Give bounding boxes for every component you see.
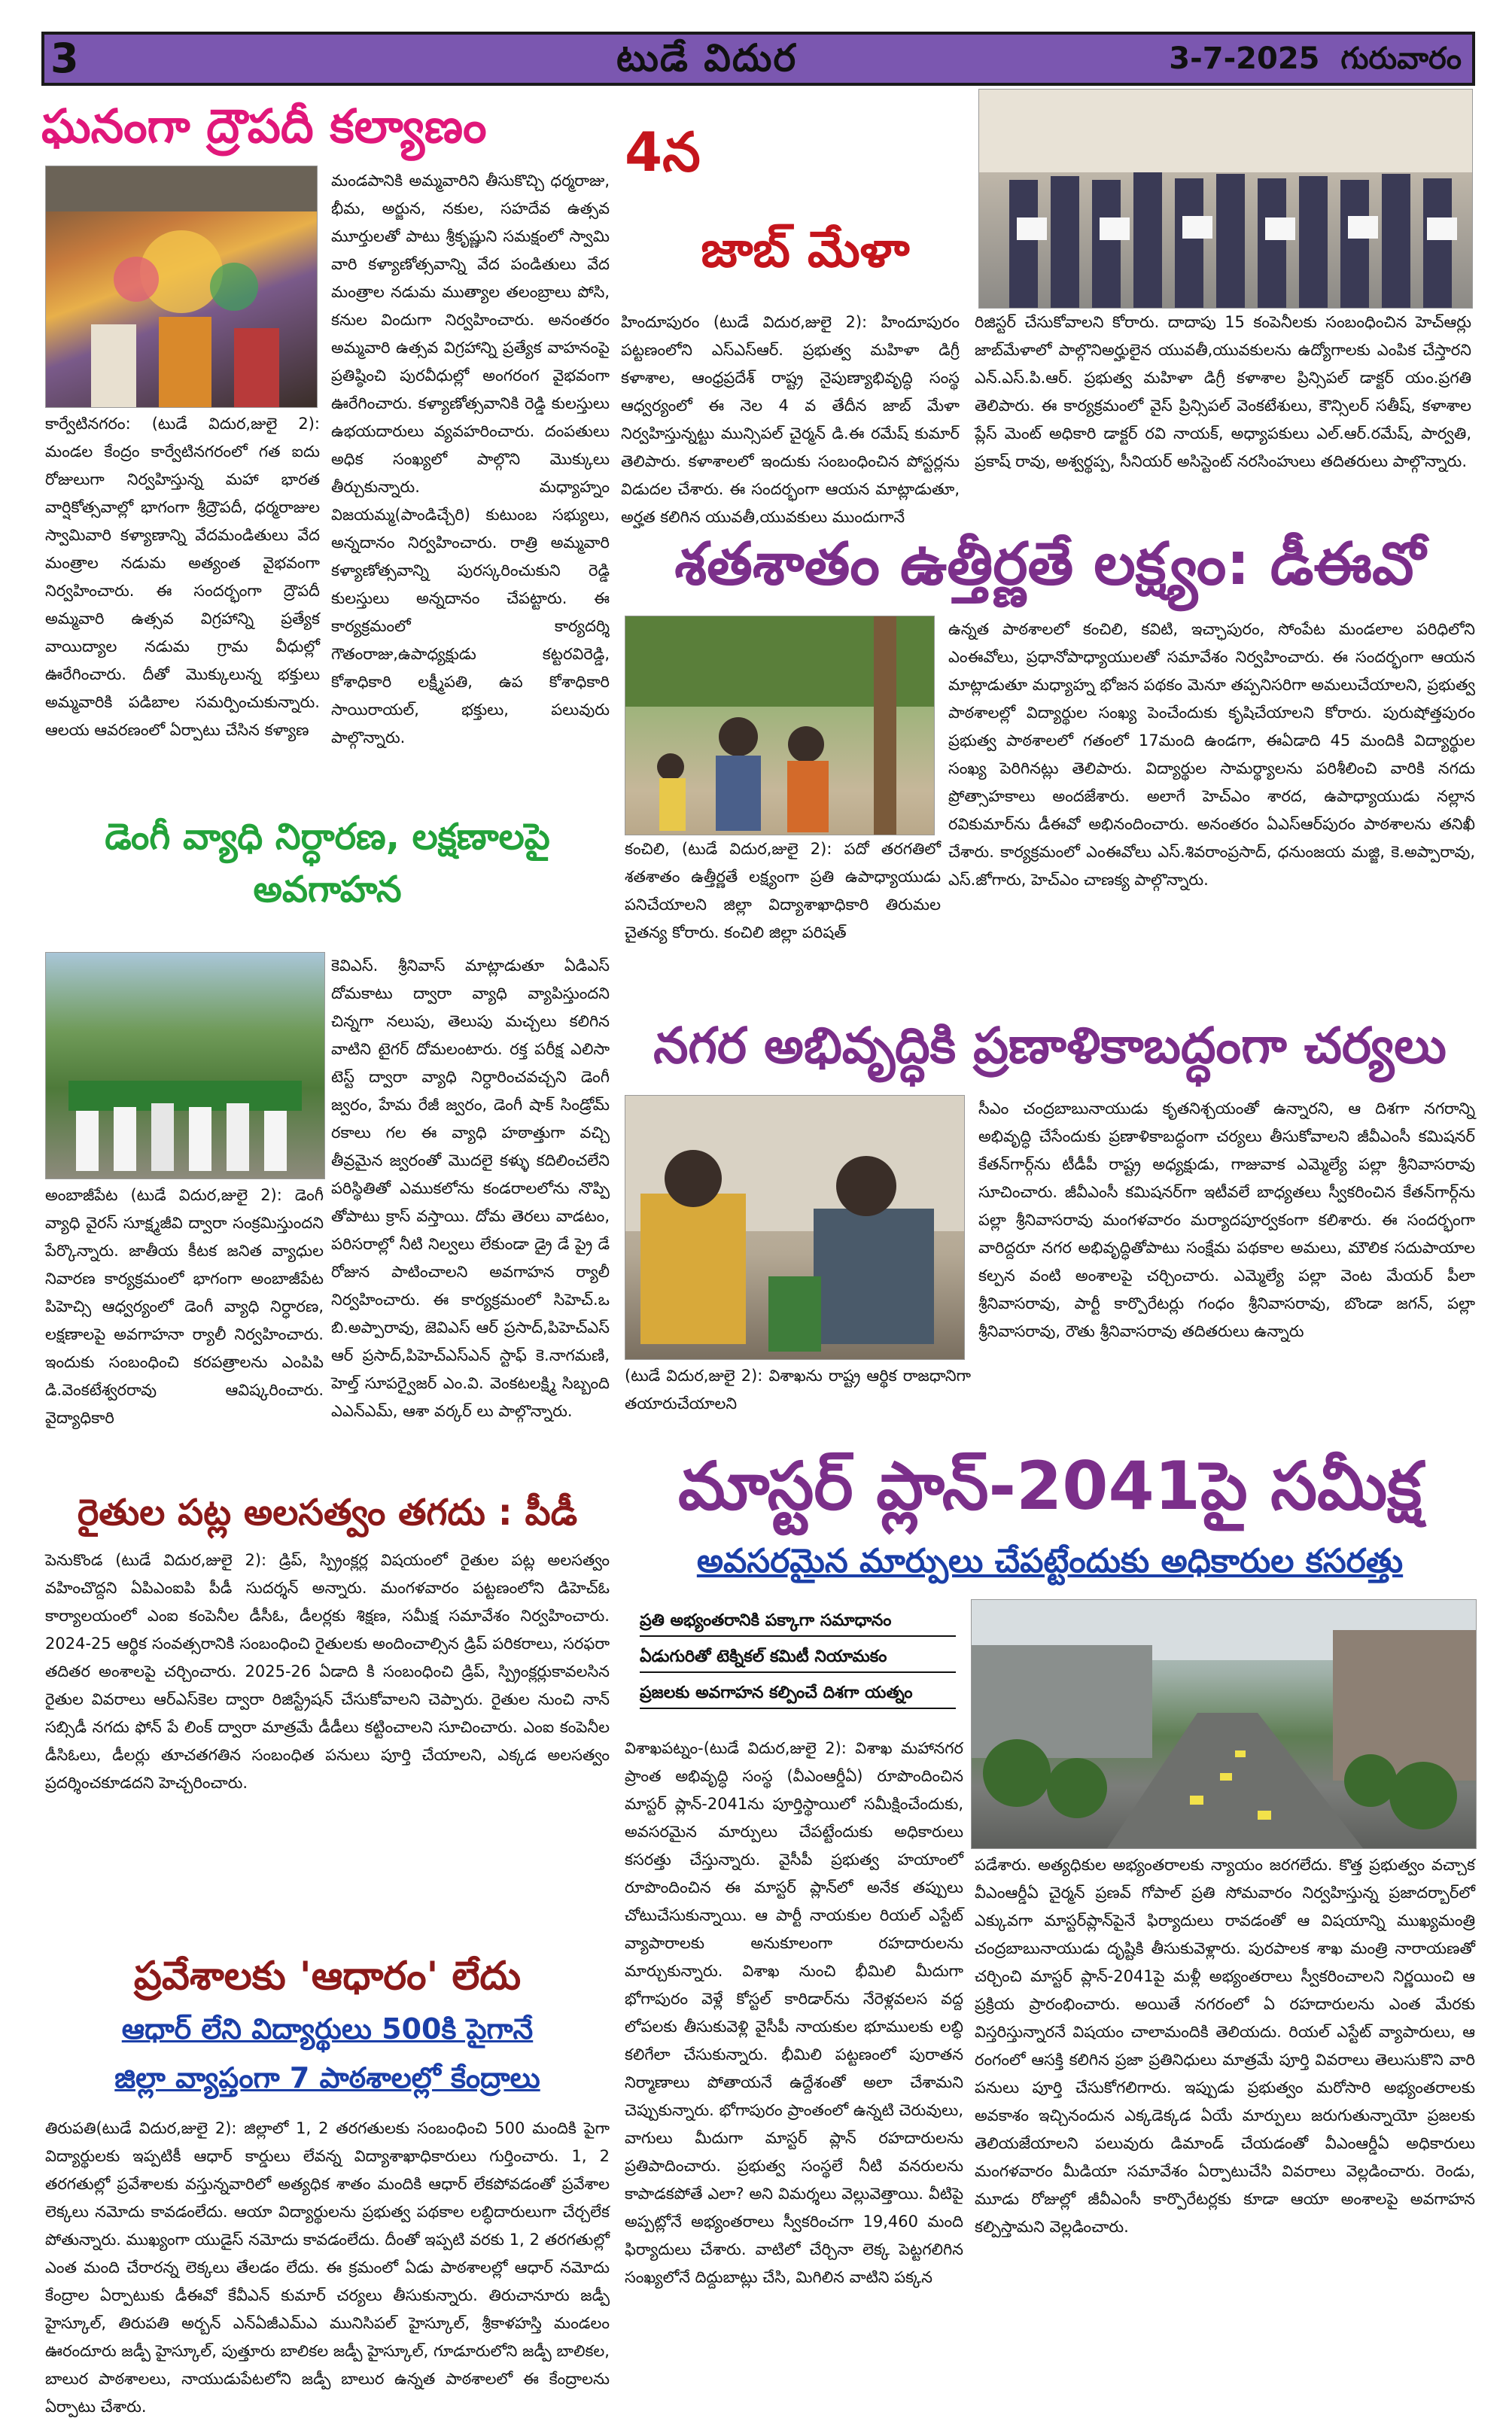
headline-draupadi: ఘనంగా ద్రౌపదీ కల్యాణం: [41, 99, 487, 154]
page-number: 3: [50, 35, 79, 82]
nagara-text-bottom: (టుడే విదుర,జులై 2): విశాఖను రాష్ట్ర ఆర్థిక రాజధానిగా తయారుచేయాలని: [625, 1367, 971, 1413]
draupadi-text-right: మండపానికి అమ్మవారిని తీసుకొచ్చి ధర్మరాజు, భీమ, అర్జున, నకుల, సహదేవ ఉత్సవ మూర్తులతో పాటు శ్రీకృష్ణుని సమక్షంలో స్వామి వారి కళ్యాణోత్సవాన్ని వేద పండితులు వేద మంత్రాల నడుమ ముత్యాల తలంబ్రాలు పోసి, కనుల విందుగా నిర్వహించారు. అనంతరం అమ్మవారి ఉత్సవ విగ్రహాన్ని ప్రత్యేక వాహనంపై ప్రతిష్ఠించి పురవీధుల్లో అంగరంగ వైభవంగా ఊరేగించారు. కళ్యాణోత్సవానికి రెడ్డి కులస్తులు ఉభయదారులు వ్యవహరించారు. దంపతులు అధిక సంఖ్యలో పాల్గొని మొక్కులు తీర్చుకున్నారు. మధ్యాహ్నం విజయమ్మ(పాండిచ్చేరి) కుటుంబ సభ్యులు, అన్నదానం నిర్వహించారు. రాత్రి అమ్మవారి కళ్యాణోత్సవాన్ని పురస్కరించుకుని రెడ్డి కులస్తులు అన్నదానం చేపట్టారు. ఈ కార్యక్రమంలో కార్యదర్శి గౌతంరాజు,ఉపాధ్యక్షుడు కట్టరవిరెడ్డి, కోశాధికారి లక్ష్మీపతి, ఉప కోశాధికారి సాయిరాయల్, భక్తులు, పలువురు పాల్గొన్నారు.: [331, 172, 610, 747]
headline-aadhar: ప్రవేశాలకు 'ఆధారం' లేదు: [133, 1954, 522, 1999]
headline-raithu: రైతుల పట్ల అలసత్వం తగదు : పీడీ: [77, 1492, 578, 1534]
jobmela-text-left: హిందూపురం (టుడే విదుర,జులై 2): హిందూపురం పట్టణంలోని ఎస్ఎస్ఆర్. ప్రభుత్వ మహిళా డిగ్రీ కళాశాల, ఆంధ్రప్రదేశ్ రాష్ట్ర నైపుణ్యాభివృద్ధి సంస్థ ఆధ్వర్యంలో ఈ నెల 4 వ తేదీన జాబ్ మేళా నిర్వహిస్తున్నట్టు మున్సిపల్ చైర్మన్ డి.ఈ రమేష్ కుమార్ తెలిపారు. కళాశాలలో ఇందుకు సంబంధించిన పోస్టర్లను విడుదల చేశారు. ఈ సందర్భంగా ఆయన మాట్లాడుతూ, అర్హత కలిగిన యువతీ,యువకులు ముందుగానే: [621, 313, 960, 526]
raithu-text: పెనుకొండ (టుడే విదుర,జులై 2): డ్రిప్, స్ప్రింక్లర్ల విషయంలో రైతుల పట్ల అలసత్వం వహించొద్దని ఏపిఎంఐపి పీడీ సుదర్శన్ అన్నారు. మంగళవారం పట్టణంలోని డిహెచ్ఓ కార్యాలయంలో ఎంఐ కంపెనీల డీసీఓ, డీలర్లకు శిక్షణ, సమీక్ష సమావేశం నిర్వహించారు. 2024-25 ఆర్థిక సంవత్సరానికి సంబంధించి రైతులకు అందించాల్సిన డ్రిప్ పరికరాలు, సరఫరా తదితర అంశాలపై చర్చించారు. 2025-26 ఏడాది కి సంబంధించి డ్రిప్, స్ప్రింక్లర్లుకావలసిన రైతుల వివరాలు ఆర్ఎస్‌కెల ద్వారా రిజిస్ట్రేషన్ చేసుకోవాలని చెప్పారు. రైతుల నుంచి నాన్ సబ్సిడీ నగదు ఫోన్ పే లింక్ ద్వారా మాత్రమే డీడీలు కట్టించాలని సూచించారు. ఎంఐ కంపెనీల డీసిఓలు, డీలర్లు తూచతగతిన సంబంధిత పనులు పూర్తి చేయాలని, ఎక్కడ అలసత్వం ప్రదర్శించకూడదని హెచ్చరించారు.: [45, 1551, 610, 1792]
date-value: 3-7-2025: [1169, 41, 1320, 76]
photo-dengue: [45, 952, 325, 1179]
master-bullet: ప్రతి అభ్యంతరానికి పక్కాగా సమాధానం: [640, 1607, 956, 1637]
issue-date: [1169, 39, 1462, 78]
headline-dengue-2: అవగాహన: [253, 868, 402, 911]
master-bullet: ఏడుగురితో టెక్నికల్ కమిటీ నియామకం: [640, 1643, 956, 1673]
aadhar-subhead-1: ఆధార్ లేని విద్యార్థులు 500కి పైగానే: [121, 2012, 534, 2045]
draupadi-text-left: కార్వేటినగరం: (టుడే విదుర,జులై 2): మండల కేంద్రం కార్వేటినగరంలో గత ఐదు రోజులుగా నిర్వహిస్తున్న మహా భారత వార్షికోత్సవాల్లో భాగంగా శ్రీద్రౌపదీ, ధర్మరాజుల స్వామివారి కళ్యాణాన్ని వేదమండితులు వేద మంత్రాల నడుమ అత్యంత వైభవంగా నిర్వహించారు. ఈ సందర్భంగా ద్రౌపదీ అమ్మవారి ఉత్సవ విగ్రహాన్ని ప్రత్యేక వాయిద్యాల నడుమ గ్రామ వీధుల్లో ఊరేగించారు. దీతో మొక్కులున్న భక్తులు అమ్మవారికి పడిబాల సమర్పించుకున్నారు. ఆలయ ఆవరణంలో ఏర్పాటు చేసిన కళ్యాణ: [45, 415, 320, 739]
photo-jobmela: [978, 89, 1473, 309]
satha-text-right: ఉన్నత పాఠశాలలో కంచిలి, కవిటి, ఇచ్ఛాపురం, సోంపేట మండలాల పరిధిలోని ఎంఈవోలు, ప్రధానోపాధ్యాయులతో సమావేశం నిర్వహించారు. ఈ సందర్భంగా ఆయన మాట్లాడుతూ మధ్యాహ్న భోజన పథకం మెనూ తప్పనిసరిగా అమలుచేయాలని, ప్రభుత్వ పాఠశాలల్లో విద్యార్థుల సంఖ్య పెంచేందుకు కృషిచేయాలని కోరారు. పురుషోత్తపురం ప్రభుత్వ పాఠశాలలో గతంలో 17మంది ఉండగా, ఈఏడాది 45 మందికి విద్యార్థుల సంఖ్య పెరిగినట్లు తెలిపారు. విద్యార్థుల సామర్థ్యాలను పరిశీలించి వారికి నగదు ప్రోత్సాహకాలు అందజేశారు. అలాగే హెచ్ఎం శారద, ఉపాధ్యాయుడు నల్లాన రవికుమార్‌ను డీఈవో అభినందించారు. అనంతరం ఏఎస్ఆర్‌పురం పాఠశాలను తనిఖీ చేశారు. కార్యక్రమంలో ఎంఈవోలు ఎస్.శివరాంప్రసాద్, ధనుంజయ మజ్జి, కె.అప్పారావు, ఎస్.జోగారు, హెచ్ఎం చాణక్య పాల్గొన్నారు.: [948, 620, 1475, 889]
weekday: గురువారం: [1340, 41, 1462, 76]
master-subhead: అవసరమైన మార్పులు చేపట్టేందుకు అధికారుల కసరత్తు: [696, 1542, 1404, 1580]
photo-master: [971, 1599, 1477, 1849]
headline-satha: శతశాతం ఉత్తీర్ణతే లక్ష్యం: డీఈవో: [674, 531, 1425, 598]
photo-satha: [625, 616, 935, 835]
photo-nagara-scene: [625, 1096, 964, 1359]
masthead: టుడే విదుర: [616, 36, 798, 80]
headline-jobmela: జాబ్ మేళా: [701, 221, 910, 278]
headline-jobmela-num: 4న: [625, 120, 701, 184]
dengue-text-right: కెవిఎస్. శ్రీనివాస్ మాట్లాడుతూ ఏడిఎస్ దోమకాటు ద్వారా వ్యాధి వ్యాపిస్తుందని చిన్నగా నలుపు, తెలుపు మచ్చలు కలిగిన వాటిని టైగర్ దోమలంటారు. రక్త పరీక్ష ఎలిసా టెస్ట్ ద్వారా వ్యాధి నిర్ధారించవచ్చని డెంగీ జ్వరం, హేమ రేజీ జ్వరం, డెంగీ షాక్ సిండ్రోమ్ రకాలు గల ఈ వ్యాధి హఠాత్తుగా వచ్చి తీవ్రమైన జ్వరంతో మొదలై కళ్ళు కదిలించలేని పరిస్థితితో ఎముకలోను కండరాలలోను నొప్పి తోపాటు క్రాస్ వస్తాయి. దోమ తెరలు వాడటం, పరిసరాల్లో నీటి నిల్వలు లేకుండా డ్రై డే ప్రై డే రోజున పాటించాలని అవగాహన ర్యాలీ నిర్వహించారు. ఈ కార్యక్రమంలో సిహెచ్.ఒ బి.అప్పారావు, జెవిఎస్ ఆర్ ప్రసాద్,పిహెచ్ఎస్ ఆర్ ప్రసాద్,పిహెచ్ఎస్ఎన్ స్టాఫ్ కె.నాగమణి, హెల్త్ సూపర్వైజర్ ఎం.వి. వెంకటలక్ష్మి సిబ్బంది ఎఎన్ఎమ్, ఆశా వర్కర్ లు పాల్గొన్నారు.: [331, 957, 610, 1420]
photo-draupadi: [45, 166, 318, 408]
nagara-text-right: సీఎం చంద్రబాబునాయుడు కృతనిశ్చయంతో ఉన్నారని, ఆ దిశగా నగరాన్ని అభివృద్ధి చేసేందుకు ప్రణాళికాబద్ధంగా చర్యలు తీసుకోవాలని జీవీఎంసీ కమిషనర్ కేతన్‌గార్గ్‌ను టీడీపీ రాష్ట్ర అధ్యక్షుడు, గాజువాక ఎమ్మెల్యే పల్లా శ్రీనివాసరావు సూచించారు. జీవీఎంసీ కమిషనర్‌గా ఇటీవలే బాధ్యతలు స్వీకరించిన కేతన్‌గార్గ్‌ను పల్లా శ్రీనివాసరావు మంగళవారం మర్యాదపూర్వకంగా కలిశారు. ఈ సందర్భంగా వారిద్దరూ నగర అభివృద్ధితోపాటు సంక్షేమ పథకాల అమలు, మౌలిక సదుపాయాల కల్పన వంటి అంశాలపై చర్చించారు. ఎమ్మెల్యే పల్లా వెంట మేయర్ పీలా శ్రీనివాసరావు, పార్టీ కార్పొరేటర్లు గంధం శ్రీనివాసరావు, బొండా జగన్, పల్లా శ్రీనివాసరావు, రౌతు శ్రీనివాసరావు తదితరులు ఉన్నారు: [978, 1099, 1475, 1340]
page-header: [41, 32, 1475, 86]
master-text-right: పడేశారు. అత్యధికుల అభ్యంతరాలకు న్యాయం జరగలేదు. కొత్త ప్రభుత్వం వచ్చాక వీఎంఆర్డీఏ చైర్మన్ ప్రణవ్ గోపాల్ ప్రతి సోమవారం నిర్వహిస్తున్న ప్రజాదర్బార్‌లో ఎక్కువగా మాస్టర్‌ప్లాన్‌పైనే ఫిర్యాదులు రావడంతో ఆ విషయాన్ని ముఖ్యమంత్రి చంద్రబాబునాయుడు దృష్టికి తీసుకువెళ్లారు. పురపాలక శాఖ మంత్రి నారాయణతో చర్చించి మాస్టర్ ప్లాన్-2041పై మళ్లీ అభ్యంతరాలు స్వీకరించాలని నిర్ణయించి ఆ ప్రక్రియ ప్రారంభించారు. అయితే నగరంలో ఏ రహదారులను ఎంత మేరకు విస్తరిస్తున్నారనే విషయం చాలామందికి తెలియదు. రియల్ ఎస్టేట్ వ్యాపారులు, ఆ రంగంలో ఆసక్తి కలిగిన ప్రజా ప్రతినిధులు మాత్రమే పూర్తి వివరాలు తెలుసుకొని వారి పనులు పూర్తి చేసుకోగలిగారు. ఇప్పుడు ప్రభుత్వం మరోసారి అభ్యంతరాలకు అవకాశం ఇచ్చినందున ఎక్కడెక్కడ ఏయే మార్పులు జరుగుతున్నాయో ప్రజలకు తెలియజేయాలని పలువురు డిమాండ్ చేయడంతో వీఎంఆర్డీఏ అధికారులు మంగళవారం మీడియా సమావేశం ఏర్పాటుచేసి వివరాలు వెల్లడించారు. రెండు, మూడు రోజుల్లో జీవీఎంసీ కార్పొరేటర్లకు కూడా ఆయా అంశాలపై అవగాహన కల్పిస్తామని వెల్లడించారు.: [975, 1856, 1475, 2236]
dengue-text-left: అంబాజీపేట (టుడే విదుర,జులై 2): డెంగీ వ్యాధి వైరస్ సూక్ష్మజీవి ద్వారా సంక్రమిస్తుందని పేర్కొన్నారు. జాతీయ కీటక జనిత వ్యాధుల నివారణ కార్యక్రమంలో భాగంగా అంబాజీపేట పిహెచ్సి ఆధ్వర్యంలో డెంగీ వ్యాధి నిర్ధారణ, లక్షణాలపై అవగాహనా ర్యాలీ నిర్వహించారు. ఇందుకు సంబంధించి కరపత్రాలను ఎంపిపి డి.వెంకటేశ్వరరావు ఆవిష్కరించారు. వైద్యాధికారి: [45, 1186, 324, 1427]
photo-master-scene: [972, 1600, 1476, 1848]
photo-nagara: [625, 1095, 965, 1360]
photo-satha-scene: [625, 616, 934, 835]
jobmela-text-right: రిజిస్టర్ చేసుకోవాలని కోరారు. దాదాపు 15 కంపెనీలకు సంబంధించిన హెచ్ఆర్లు జాబ్‌మేళాలో పాల్గొనిఅర్హులైన యువతీ,యువకులను ఉద్యోగాలకు ఎంపిక చేస్తారని ఎన్.ఎస్.పి.ఆర్. ప్రభుత్వ మహిళా డిగ్రీ కళాశాల ప్రిన్సిపల్ డాక్టర్ యం.ప్రగతి తెలిపారు. ఈ కార్యక్రమంలో వైస్ ప్రిన్సిపల్ వెంకటేశులు, కౌన్సిలర్ సతీష్, కళాశాల ప్లేస్ మెంట్ అధికారి డాక్టర్ రవి నాయక్, అధ్యాపకులు ఎల్.ఆర్.రమేష్, పార్వతి, ప్రకాష్ రావు, అశ్వర్థప్ప, సీనియర్ అసిస్టెంట్ నరసింహులు తదితరులు పాల్గొన్నారు.: [975, 313, 1471, 470]
photo-jobmela-scene: [979, 90, 1472, 308]
photo-draupadi-scene: [46, 166, 317, 407]
photo-dengue-scene: [46, 953, 324, 1179]
headline-dengue-1: డెంగీ వ్యాధి నిర్ధారణ, లక్షణాలపై: [105, 816, 550, 858]
master-text-left: విశాఖపట్నం-(టుడే విదుర,జులై 2): విశాఖ మహానగర ప్రాంత అభివృద్ధి సంస్థ (వీఎంఆర్డీఏ) రూపొందించిన మాస్టర్ ప్లాన్-2041ను పూర్తిస్థాయిలో సమీక్షించేందుకు, అవసరమైన మార్పులు చేపట్టేందుకు అధికారులు కసరత్తు చేస్తున్నారు. వైసీపీ ప్రభుత్వ హయాంలో రూపొందించిన ఈ మాస్టర్ ప్లాన్‌లో అనేక తప్పులు చోటుచేసుకున్నాయి. ఆ పార్టీ నాయకుల రియల్ ఎస్టేట్ వ్యాపారాలకు అనుకూలంగా రహదారులను మార్చుకున్నారు. విశాఖ నుంచి భీమిలి మీదుగా భోగాపురం వెళ్లే కోస్టల్ కారిడార్‌ను నేరెళ్లవలస వద్ద లోపలకు తీసుకువెళ్లి వైసీపీ నాయకుల భూములకు లబ్ధి కలిగేలా చేసుకున్నారు. భీమిలి పట్టణంలో పురాతన నిర్మాణాలు పోతాయనే ఉద్దేశంతో అలా చేశామని చెప్పుకున్నారు. భోగాపురం ప్రాంతంలో ఉన్నటి చెరువులు, వాగులు మీదుగా మాస్టర్ ప్లాన్ రహదారులను ప్రతిపాదించారు. ప్రభుత్వ సంస్థలే నీటి వనరులను కాపాడకపోతే ఎలా? అని విమర్శలు వెల్లువెత్తాయి. వీటిపై అప్పట్లోనే అభ్యంతరాలు స్వీకరించగా 19,460 మంది ఫిర్యాదులు చేశారు. వాటిలో చేర్చినా లెక్క పెట్టగలిగిన సంఖ్యలోనే దిద్దుబాట్లు చేసి, మిగిలిన వాటిని పక్కన: [625, 1739, 963, 2286]
master-bullets: [640, 1607, 956, 1727]
aadhar-text: తిరుపతి(టుడే విదుర,జులై 2): జిల్లాలో 1, 2 తరగతులకు సంబంధించి 500 మందికి పైగా విద్యార్థులకు ఇప్పటికీ ఆధార్ కార్డులు లేవన్న విద్యాశాఖాధికారులు గుర్తించారు. 1, 2 తరగతుల్లో ప్రవేశాలకు వస్తున్నవారిలో అత్యధిక శాతం మందికి ఆధార్ లేకపోవడంతో ప్రవేశాల లెక్కలు నమోదు కావడంలేదు. ఆయా విద్యార్థులను ప్రభుత్వ పథకాల లబ్ధిదారులుగా చేర్చలేక పోతున్నారు. ముఖ్యంగా యుడైస్ నమోదు కావడంలేదు. దీంతో ఇప్పటి వరకు 1, 2 తరగతుల్లో ఎంత మంది చేరారన్న లెక్కలు తేలడం లేదు. ఈ క్రమంలో ఏడు పాఠశాలల్లో ఆధార్ నమోదు కేంద్రాల ఏర్పాటుకు డీఈవో కేవీఎన్ కుమార్ చర్యలు తీసుకున్నారు. తిరుచానూరు జడ్పీ హైస్కూల్, తిరుపతి అర్బన్ ఎన్ఏజీఎమ్ఎ మునిసిపల్ హైస్కూల్, శ్రీకాళహస్తి మండలం ఊరందూరు జడ్పీ హైస్కూల్, పుత్తూరు బాలికల జడ్పీ హైస్కూల్, గూడూరులోని జడ్పీ బాలికల, బాలుర పాఠశాలలు, నాయుడుపేటలోని జడ్పీ బాలుర ఉన్నత పాఠశాలలో ఈ కేంద్రాలను ఏర్పాటు చేశారు.: [45, 2119, 610, 2416]
headline-nagara: నగర అభివృద్ధికి ప్రణాళికాబద్ధంగా చర్యలు: [653, 1017, 1447, 1075]
satha-text-bottom: కంచిలి, (టుడే విదుర,జులై 2): పదో తరగతిలో శతశాతం ఉత్తీర్ణతే లక్ష్యంగా ప్రతి ఉపాధ్యాయుడు పనిచేయాలని జిల్లా విద్యాశాఖాధికారి తిరుమల చైతన్య కోరారు. కంచిలి జిల్లా పరిషత్: [625, 840, 941, 941]
headline-master: మాస్టర్ ప్లాన్-2041పై సమీక్ష: [677, 1447, 1422, 1525]
aadhar-subhead-2: జిల్లా వ్యాప్తంగా 7 పాఠశాలల్లో కేంద్రాలు: [114, 2061, 540, 2094]
master-bullet: ప్రజలకు అవగాహన కల్పించే దిశగా యత్నం: [640, 1679, 956, 1709]
